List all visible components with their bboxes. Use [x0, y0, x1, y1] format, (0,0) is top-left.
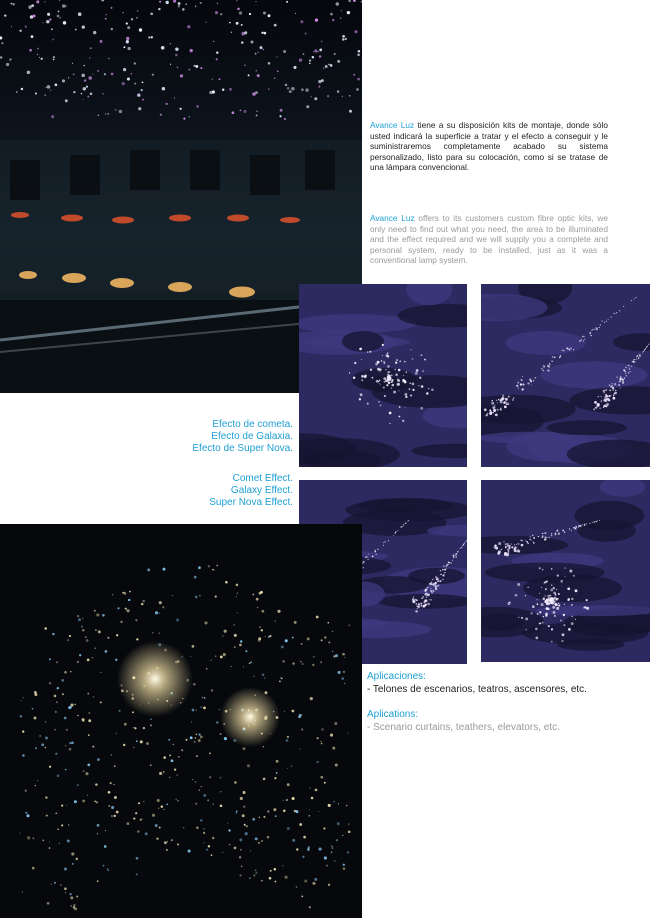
caption-super-nova-en: Super Nova Effect.: [209, 497, 293, 508]
applications-es: [367, 671, 587, 696]
applications-en: [367, 709, 560, 734]
intro-paragraph-en: [370, 213, 608, 266]
panel-comet-effect: [481, 284, 650, 467]
intro-text-es: tiene a su disposición kits de montaje, donde sólo usted indicará la superficie a tratar y el efecto a conseguir y le suministraremos completamente acabado su sistema personalizado, listo para su colocación, como si se tratase de una lámpara convencional.: [370, 120, 608, 173]
brand-name: Avance Luz: [370, 213, 415, 223]
caption-comet-en: Comet Effect.: [232, 473, 293, 484]
caption-super-nova-es: Efecto de Super Nova.: [192, 443, 293, 454]
applications-title-es: Aplicaciones:: [367, 671, 426, 682]
panel-super-nova-effect: [481, 480, 650, 662]
caption-comet-es: Efecto de cometa.: [212, 419, 293, 430]
intro-text-en: offers to its customers custom fibre optic kits, we only need to find out what you need, the area to be illuminated and the effect required and we will supply you a complete and personal system, ready to be installed, just as it was a conventional lamp system.: [370, 213, 608, 266]
intro-paragraph-es: [370, 120, 608, 173]
applications-item-es: - Telones de escenarios, teatros, ascensores, etc.: [367, 683, 587, 695]
applications-item-en: - Scenario curtains, teathers, elevators, etc.: [367, 721, 560, 733]
photo-fibre-curtain: [0, 524, 362, 918]
effect-captions-en: [209, 473, 293, 509]
panel-galaxy-effect: [299, 284, 467, 467]
caption-galaxy-en: Galaxy Effect.: [230, 485, 293, 496]
applications-title-en: Aplications:: [367, 709, 419, 720]
caption-galaxy-es: Efecto de Galaxia.: [211, 431, 293, 442]
effect-captions-es: [192, 419, 293, 455]
brand-name: Avance Luz: [370, 120, 415, 130]
